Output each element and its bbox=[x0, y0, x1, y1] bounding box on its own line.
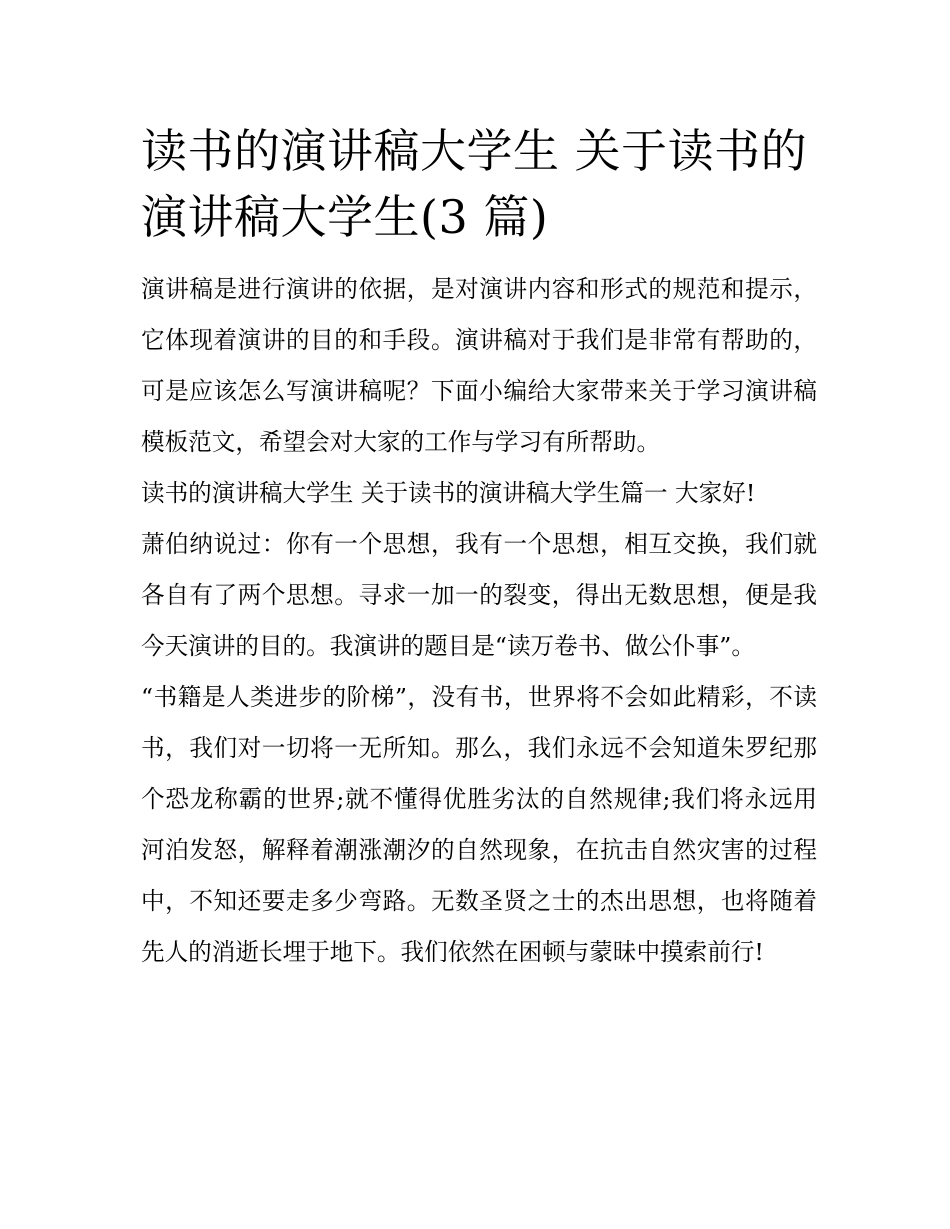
section-heading-paragraph: 读书的演讲稿大学生 关于读书的演讲稿大学生篇一 大家好! bbox=[141, 479, 756, 507]
intro-paragraph: 演讲稿是进行演讲的依据，是对演讲内容和形式的规范和提示，它体现着演讲的目的和手段。演讲稿对于我们是非常有帮助的，可是应该怎么写演讲稿呢？下面小编给大家带来关于学习演讲稿模板范文，希望会对大家的工作与学习有所帮助。 bbox=[141, 275, 817, 456]
body-paragraph: 萧伯纳说过：你有一个思想，我有一个思想，相互交换，我们就各自有了两个思想。寻求一加一的裂变，得出无数思想，便是我今天演讲的目的。我演讲的题目是“读万卷书、做公仆事”。 bbox=[141, 530, 817, 660]
body-paragraph: “书籍是人类进步的阶梯”，没有书，世界将不会如此精彩，不读书，我们对一切将一无所知。那么，我们永远不会知道朱罗纪那个恐龙称霸的世界;就不懂得优胜劣汰的自然规律;我们将永远用河泊发怒，解释着潮涨潮汐的自然现象，在抗击自然灾害的过程中，不知还要走多少弯路。无数圣贤之士的杰出思想，也将随着先人的消逝长埋于地下。我们依然在困顿与蒙昧中摸索前行! bbox=[141, 683, 817, 966]
document-title: 读书的演讲稿大学生 关于读书的演讲稿大学生(3 篇) bbox=[141, 124, 808, 244]
document-page bbox=[141, 118, 817, 978]
